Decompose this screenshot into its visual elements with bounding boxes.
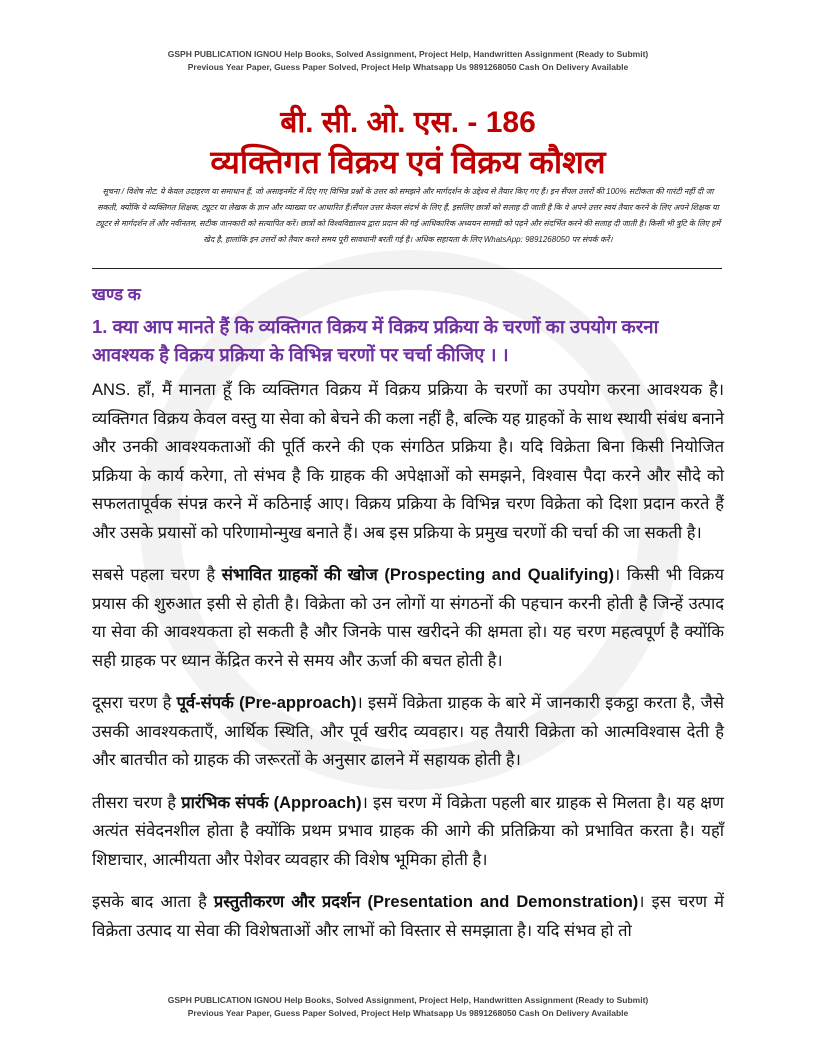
paragraph-text: तीसरा चरण है bbox=[92, 793, 182, 812]
course-code-title: बी. सी. ओ. एस. - 186 bbox=[280, 106, 536, 139]
header-line-1: GSPH PUBLICATION IGNOU Help Books, Solved Assignment, Project Help, Handwritten Assignment (Ready to Submit) bbox=[167, 49, 649, 59]
page-footer bbox=[0, 994, 816, 1020]
step-title: प्रस्तुतीकरण और प्रदर्शन (Presentation and Demonstration) bbox=[213, 893, 639, 911]
paragraph bbox=[92, 376, 724, 547]
paragraph-text: । किसी भी विक्रय प्रयास की शुरुआत इसी से होती है। विक्रेता को उन लोगों या संगठनों की पहचान करनी होती है जिन्हें उत्पाद या सेवा की आवश्यकता हो सकती है और जिनके पास खरीदने की क्षमता हो। यह चरण महत्वपूर्ण है क्योंकि सही ग्राहक पर ध्यान केंद्रित करने से समय और ऊर्जा की बचत होती है। bbox=[92, 566, 724, 670]
disclaimer-note: सूचना / विशेष नोट: ये केवल उदाहरण या समाधान हैं, जो असाइनमेंट में दिए गए विभिन्न प्रश्नों के उत्तर को समझने और मार्गदर्शन के उद्देश्य से तैयार किए गए हैं। इन सैंपल उत्तरों की 100% सटीकता की गारंटी नहीं दी जा सकती, क्योंकि ये व्यक्तिगत शिक्षक, ट्यूटर या लेखक के ज्ञान और व्याख्या पर आधारित हैं।सैंपल उत्तर केवल संदर्भ के लिए हैं, इसलिए छात्रों को सलाह दी जाती है कि वे अपने उत्तर स्वयं तैयार करने के लिए अपने शिक्षक या ट्यूटर से मार्गदर्शन लें और नवीनतम, सटीक जानकारी को सत्यापित करें। छात्रों को विश्वविद्यालय द्वारा प्रदान की गई आधिकारिक अध्ययन सामग्री को पढ़ने और संदर्भित करने की सलाह दी जाती है। किसी भी त्रुटि के लिए हमें खेद है, हालांकि इन उत्तरों को तैयार करते समय पूरी सावधानी बरती गई है। अधिक सहायता के लिए WhatsApp: 9891268050 पर संपर्क करें। bbox=[95, 187, 721, 244]
course-name-title: व्यक्तिगत विक्रय एवं विक्रय कौशल bbox=[210, 144, 606, 180]
header-line-2: Previous Year Paper, Guess Paper Solved, Project Help Whatsapp Us 9891268050 Cash On Delivery Available bbox=[187, 62, 629, 72]
paragraph bbox=[92, 689, 724, 775]
paragraph-text: ANS. हाँ, मैं मानता हूँ कि व्यक्तिगत विक्रय में विक्रय प्रक्रिया के चरणों का उपयोग करना आवश्यक है। व्यक्तिगत विक्रय केवल वस्तु या सेवा को बेचने की कला नहीं है, बल्कि यह ग्राहकों के साथ स्थायी संबंध बनाने और उनकी आवश्यकताओं की पूर्ति करने की एक संगठित प्रक्रिया है। यदि विक्रेता बिना किसी नियोजित प्रक्रिया के कार्य करेगा, तो संभव है कि ग्राहक की अपेक्षाओं को समझने, विश्वास पैदा करने और सौदे को सफलतापूर्वक संपन्न करने में कठिनाई आए। विक्रय प्रक्रिया के विभिन्न चरण विक्रेता को दिशा प्रदान करते हैं और उसके प्रयासों को परिणामोन्मुख बनाते हैं। अब इस प्रक्रिया के प्रमुख चरणों की चर्चा की जा सकती है। bbox=[92, 381, 724, 542]
paragraph-text: सबसे पहला चरण है bbox=[92, 566, 222, 584]
step-title: पूर्व-संपर्क (Pre-approach) bbox=[176, 694, 357, 712]
paragraph-text: । इस चरण में विक्रेता उत्पाद या सेवा की विशेषताओं और लाभों को विस्तार से समझाता है। यदि संभव हो तो bbox=[92, 893, 724, 940]
answer-body bbox=[92, 376, 724, 959]
page-header bbox=[0, 48, 816, 74]
footer-line-2: Previous Year Paper, Guess Paper Solved, Project Help Whatsapp Us 9891268050 Cash On Delivery Available bbox=[187, 1008, 629, 1018]
step-title: संभावित ग्राहकों की खोज (Prospecting and Qualifying) bbox=[221, 566, 614, 584]
step-title: प्रारंभिक संपर्क (Approach) bbox=[181, 793, 362, 812]
paragraph bbox=[92, 789, 724, 875]
paragraph bbox=[92, 561, 724, 675]
divider bbox=[92, 268, 722, 269]
paragraph bbox=[92, 888, 724, 945]
footer-line-1: GSPH PUBLICATION IGNOU Help Books, Solved Assignment, Project Help, Handwritten Assignment (Ready to Submit) bbox=[167, 995, 649, 1005]
paragraph-text: इसके बाद आता है bbox=[92, 893, 214, 911]
paragraph-text: । इसमें विक्रेता ग्राहक के बारे में जानकारी इकट्ठा करता है, जैसे उसकी आवश्यकताएँ, आर्थिक स्थिति, और पूर्व खरीद व्यवहार। यह तैयारी विक्रेता को आत्मविश्वास देती है और बातचीत को ग्राहक की जरूरतों के अनुसार ढालने में सहायक होती है। bbox=[92, 694, 724, 769]
section-heading: खण्ड क bbox=[92, 285, 141, 304]
paragraph-text: । इस चरण में विक्रेता पहली बार ग्राहक से मिलता है। यह क्षण अत्यंत संवेदनशील होता है क्योंकि प्रथम प्रभाव ग्राहक की आगे की प्रतिक्रिया को प्रभावित करता है। यहाँ शिष्टाचार, आत्मीयता और पेशेवर व्यवहार की विशेष भूमिका होती है। bbox=[92, 793, 724, 869]
question-heading: 1. क्या आप मानते हैं कि व्यक्तिगत विक्रय में विक्रय प्रक्रिया के चरणों का उपयोग करना आवश्यक है विक्रय प्रक्रिया के विभिन्न चरणों पर चर्चा कीजिए । । bbox=[92, 316, 659, 365]
paragraph-text: दूसरा चरण है bbox=[92, 694, 177, 712]
